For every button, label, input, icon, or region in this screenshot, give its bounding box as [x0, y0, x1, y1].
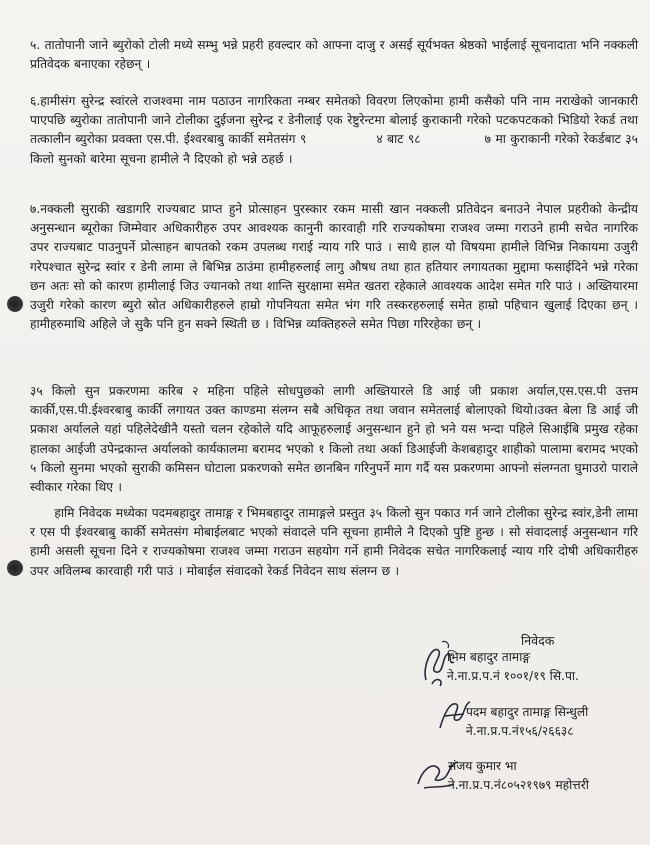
- signer-3-id: ने.ना.प्र.प.नं८०५२१९७९ महोत्तरी: [448, 778, 589, 792]
- paragraph-5: ५. तातोपानी जाने ब्युरोको टोली मध्ये सम्भु भन्ने प्रहरी हवल्दार को आफ्ना दाजु र असई सूर्यभक्त श्रेष्ठको भाईलाई सूचनादाता भनि नक्कली प्रतिवेदक बनाएका रहेछन् ।: [30, 38, 638, 72]
- punch-hole: [7, 560, 23, 576]
- signer-1-name: भिम बहादुर तामाङ्ग: [447, 650, 531, 664]
- signer-2: [466, 703, 588, 741]
- paragraph-7: ७.नक्कली सुराकी खडागरि राज्यबाट प्राप्त हुने प्रोत्साहन पुरस्कार रकम मासी खान नक्कली प्रतिवेदन बनाउने नेपाल प्रहरीको केन्द्रीय अनुसन्धान ब्यूरोका जिम्मेवार अधिकारीहरु उपर आवश्यक कानुनी कारवाही गरि राज्यकोषमा राजश्व जम्मा गराउने हामी सचेत नागरिक उपर राज्यबाट पाउनुपर्ने प्रोत्साहन बापतको रकम उपलब्ध गराई न्याय गरि पाउं । साथै हाल यो विषयमा हामीले विभिन्न निकायमा उजुरी गरेपश्चात सुरेन्द्र स्वांर र डेनी लामा ले बिभिन्न ठाउंमा हामीहरुलाई लागु औषध तथा हात हतियार लगायतका मुद्दामा फसाईदिने भन्ने गरेका छन अतः सो को कारण हामीलाई जिउ ज्यानको तथा शान्ति सुरक्षामा समेत खतरा रहेकाले आवश्यक आदेश समेत गरि पाउं । अख्तियारमा उजुरी गरेको कारण ब्युरो स्रोत अधिकारीहरुले हाम्रो गोपनियता समेत भंग गरि तस्करहरुलाई समेत हाम्रो पहिचान खुलाई दिएका छन् । हामीहरुमाथि अहिले जे सुकै पनि हुन सक्ने स्थिती छ । विभिन्न व्यक्तिहरुले समेत पिछा गरिरहेका छन् ।: [30, 202, 638, 332]
- paragraph-petitioners-text: हामि निवेदक मध्येका पदमबहादुर तामाङ्ग र भिमबहादुर तामाङ्गले प्रस्तुत ३५ किलो सुन पकाउ गर्न जाने टोलीका सुरेन्द्र स्वांर,डेनी लामा र एस पी ईश्वरबाबु कार्की समेतसंग मोबाईलबाट भएको संवादले पनि सूचना हामीले नै दिएको पुष्टि हुन्छ । सो संवादलाई अनुसन्धान गरि हामी असली सूचना दिने र राज्यकोषमा राजश्व जम्मा गराउन सहयोग गर्ने हामी निवेदक सचेत नागरिकलाई न्याय गरि दोषी अधिकारीहरु उपर अविलम्ब कारवाही गरी पाउं । मोबाईल संवादको रेकर्ड निवेदन साथ संलग्न छ ।: [30, 506, 638, 578]
- paragraph-6-part-b: ४ बाट ९८: [376, 132, 421, 147]
- punch-hole: [7, 296, 23, 312]
- paragraph-6-part-a: ६.हामीसंग सुरेन्द्र स्वांरले राजश्वमा नाम पठाउन नागरिकता नम्बर समेतको विवरण लिएकोमा हामी कसैको पनि नाम नराखेको जानकारी पाएपछि ब्युरोका तातोपानी जाने टोलीका दुईजना सुरेन्द्र र डेनीलाई एक रेष्टुरेन्टमा बोलाई कुराकानी गरेको पटकपटकको भिडियो रेकर्ड तथा तत्कालीन ब्युरोका प्रवक्ता एस.पी. ईश्वरबाबु कार्की समेतसंग ९: [30, 94, 638, 147]
- petitioner-heading: निवेदक: [521, 633, 555, 648]
- signer-2-name: पदम बहादुर तामाङ्ग सिन्धुली: [466, 705, 589, 719]
- signer-1: [447, 648, 579, 686]
- signer-1-id: ने.ना.प्र.प.नं १००१/१९ सि.पा.: [447, 669, 579, 683]
- paragraph-6: [30, 92, 638, 169]
- signer-2-id: ने.ना.प्र.प.नं१५६/२६६३८: [466, 724, 574, 738]
- paragraph-6-part-c: ७ मा कुराकानी गरेको रेकर्डबाट ३५ किलो सुनको बारेमा सूचना हामीले नै दिएको हो भन्ने ठहर्छ ।: [30, 132, 638, 166]
- signer-3: [448, 757, 589, 795]
- paragraph-gold-case: ३५ किलो सुन प्रकरणमा करिब २ महिना पहिले सोधपुछको लागी अख्तियारले डि आई जी प्रकाश अर्याल,एस.एस.पी उत्तम कार्की,एस.पी.ईश्वरबाबु कार्की लगायत उक्त काण्डमा संलग्न सबै अधिकृत तथा जवान समेतलाई बोलाएको थियो।उक्त बेला डि आई जी प्रकाश अर्यालले यहां पहिलेदेखीनै यस्तो चलन रहेकोले यदि आफूहरुलाई अनुसन्धान हुने हो भने यस भन्दा पहिले सिआईबि प्रमुख रहेका हालका आईजी उपेन्द्रकान्त अर्यालको कार्यकालमा बरामद भएको १ किलो तथा अर्का डिआईजी केशबहादुर शाहीको पालामा बरामद भएको ५ किलो सुनमा भएको सुराकी कमिसन घोटाला प्रकरणको समेत छानबिन गरिनुपर्ने माग गर्दै यस प्रकरणमा आफ्नो संलग्नता घुमाउरो पाराले स्वीकार गरेका थिए ।: [30, 384, 638, 495]
- signer-3-name: संजय कुमार भा: [448, 759, 517, 773]
- paragraph-petitioners: [30, 504, 638, 581]
